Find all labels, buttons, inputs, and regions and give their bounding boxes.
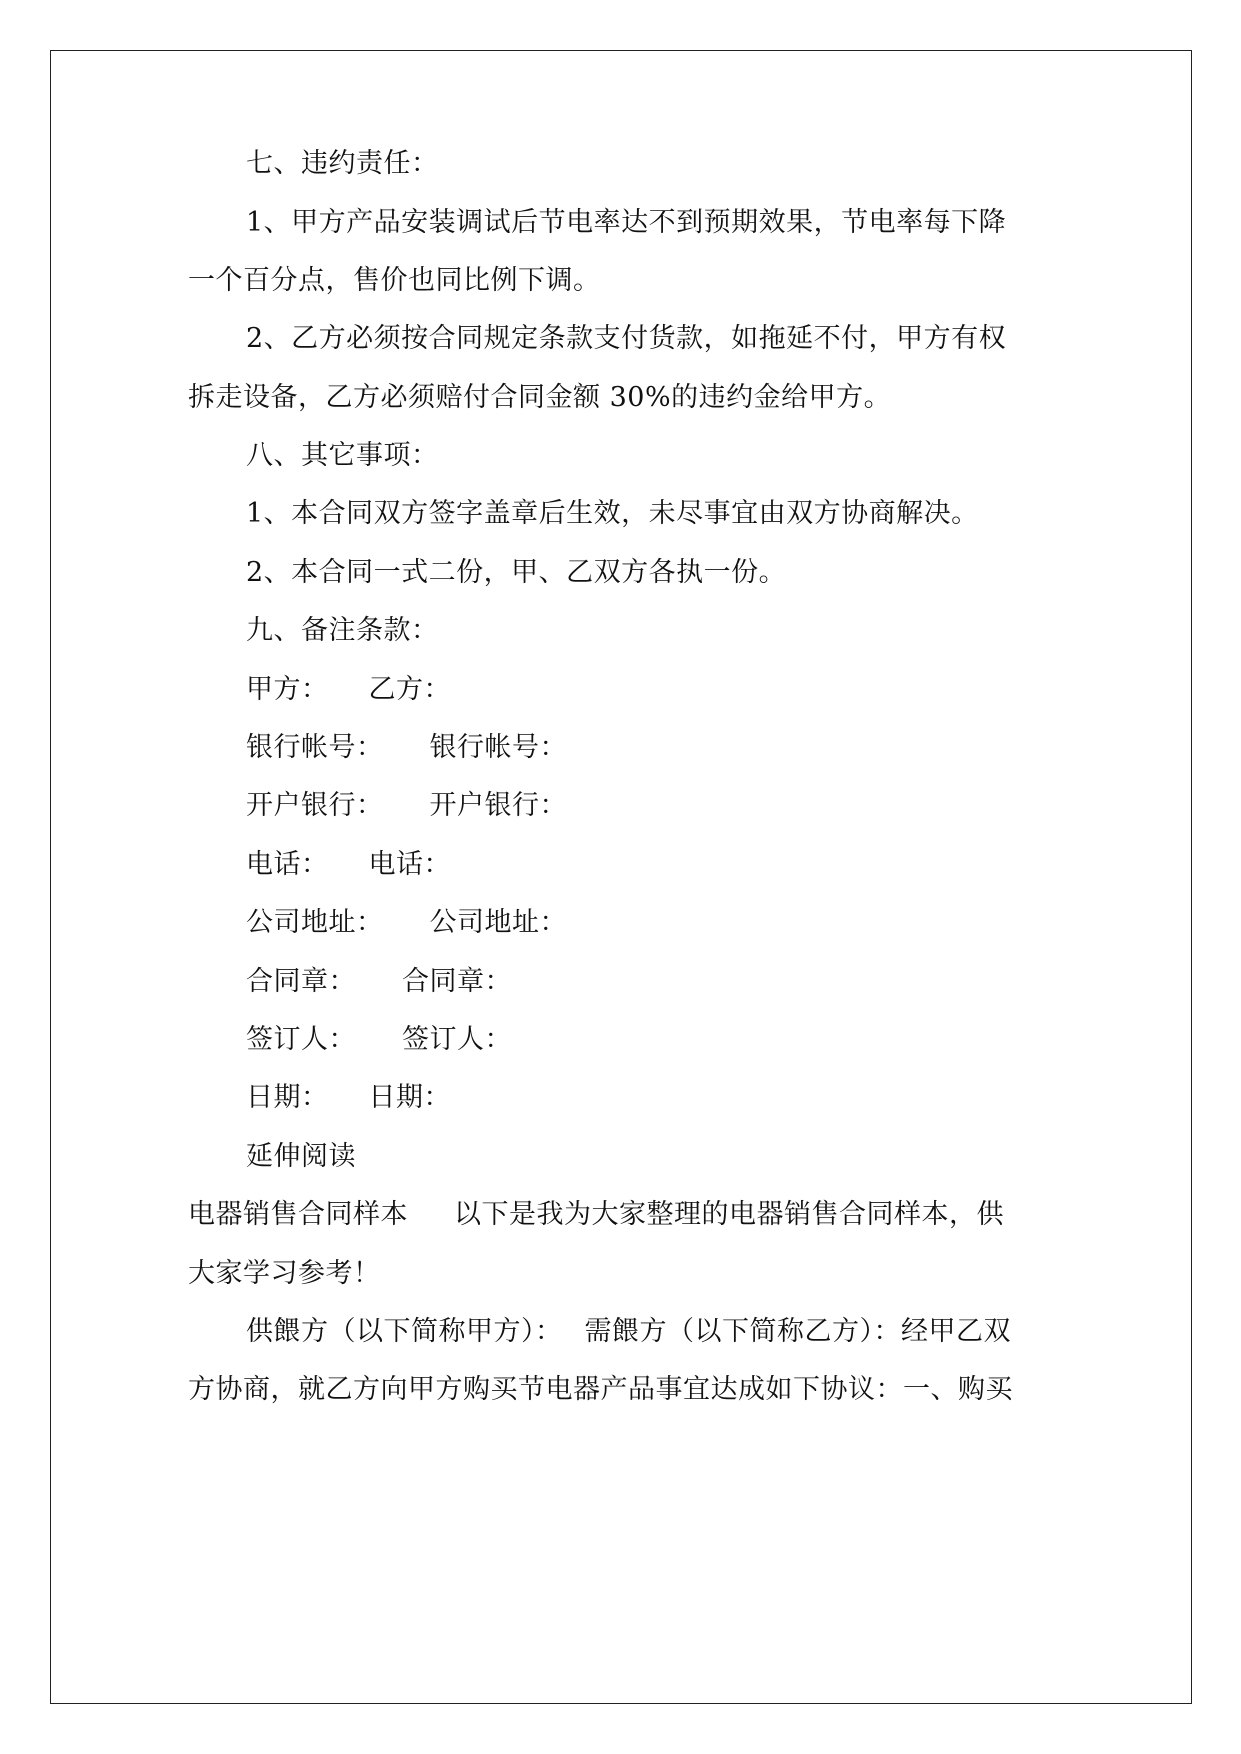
- signature-field-row: [246, 847, 451, 883]
- buyer-label: 需餵方（以下简称乙方）：经甲乙双: [584, 1316, 1011, 1347]
- party-b-label: 乙方：: [368, 674, 451, 705]
- signature-field-row: [246, 730, 567, 766]
- party-a-label: 甲方：: [246, 674, 329, 705]
- signature-field-row: [246, 672, 451, 708]
- clause-text: 2、本合同一式二份，甲、乙双方各执一份。: [246, 557, 787, 588]
- field-label-left: 日期：: [246, 1082, 329, 1113]
- signature-field-row: [246, 1080, 451, 1116]
- sample-intro-continued: 大家学习参考！: [188, 1258, 381, 1289]
- field-label-right: 日期：: [368, 1082, 451, 1113]
- section-heading-breach: 七、违约责任：: [246, 148, 439, 179]
- section-heading-other: 八、其它事项：: [246, 440, 439, 471]
- field-label-left: 电话：: [246, 849, 329, 880]
- clause-text: 一个百分点，售价也同比例下调。: [188, 265, 601, 296]
- field-label-left: 公司地址：: [246, 907, 384, 938]
- field-label-left: 开户银行：: [246, 790, 384, 821]
- field-label-right: 公司地址：: [429, 907, 567, 938]
- signature-field-row: [246, 1022, 512, 1058]
- sample-intro-text: 以下是我为大家整理的电器销售合同样本，供: [454, 1199, 1004, 1230]
- field-label-right: 合同章：: [402, 966, 512, 997]
- field-label-right: 签订人：: [402, 1024, 512, 1055]
- field-label-left: 签订人：: [246, 1024, 356, 1055]
- supplier-label: 供餵方（以下简称甲方）：: [246, 1316, 563, 1347]
- extended-reading-heading: 延伸阅读: [246, 1141, 356, 1172]
- field-label-left: 银行帐号：: [246, 732, 384, 763]
- parties-line: [246, 1314, 1011, 1350]
- signature-field-row: [246, 788, 567, 824]
- section-heading-remarks: 九、备注条款：: [246, 615, 439, 646]
- clause-text: 2、乙方必须按合同规定条款支付货款，如拖延不付，甲方有权: [246, 323, 1007, 354]
- parties-line-continued: 方协商，就乙方向甲方购买节电器产品事宜达成如下协议：一、购买: [188, 1374, 1013, 1405]
- clause-text: 1、本合同双方签字盖章后生效，未尽事宜由双方协商解决。: [246, 498, 979, 529]
- sample-intro-line: [188, 1197, 1004, 1233]
- clause-text: 1、甲方产品安装调试后节电率达不到预期效果，节电率每下降: [246, 207, 1007, 238]
- field-label-right: 银行帐号：: [429, 732, 567, 763]
- clause-text: 拆走设备，乙方必须赔付合同金额 30%的违约金给甲方。: [188, 382, 892, 413]
- signature-field-row: [246, 964, 512, 1000]
- signature-field-row: [246, 905, 567, 941]
- sample-title: 电器销售合同样本: [188, 1199, 408, 1230]
- field-label-left: 合同章：: [246, 966, 356, 997]
- field-label-right: 电话：: [368, 849, 451, 880]
- field-label-right: 开户银行：: [429, 790, 567, 821]
